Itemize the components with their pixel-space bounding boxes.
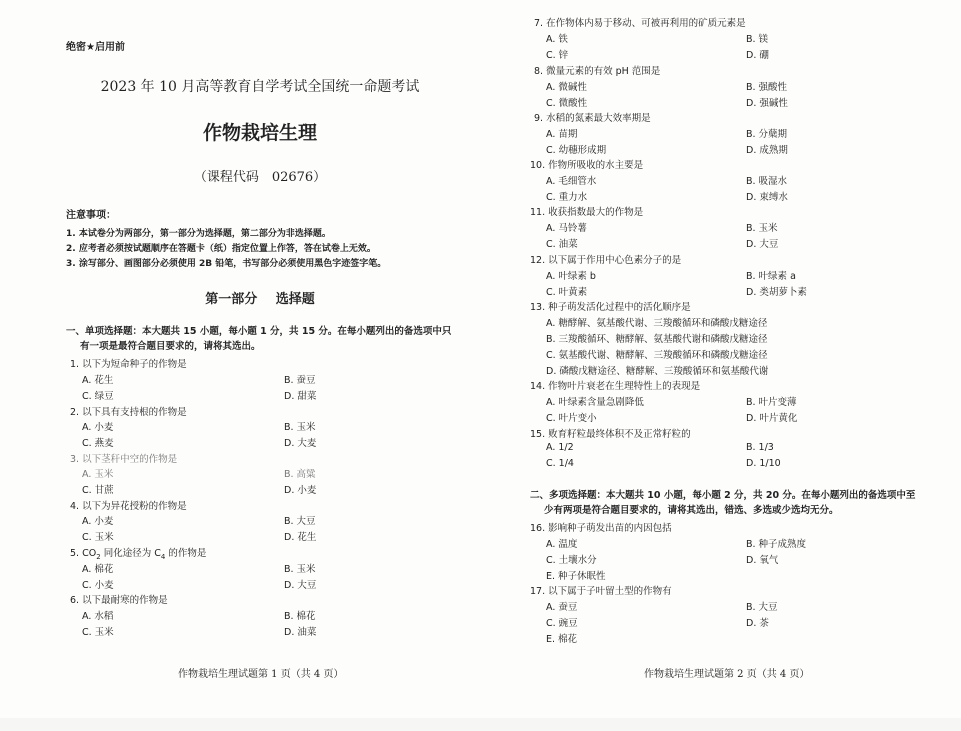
- option: D. 磷酸戊糖途径、糖酵解、三羧酸循环和氨基酸代谢: [546, 366, 769, 377]
- question-stem: 16. 影响种子萌发出苗的内因包括: [530, 523, 672, 534]
- option: D. 类胡萝卜素: [746, 287, 807, 298]
- question-stem: 6. 以下最耐寒的作物是: [70, 595, 168, 606]
- option: C. 叶黄素: [546, 287, 588, 298]
- question-stem: 12. 以下属于作用中心色素分子的是: [530, 255, 682, 266]
- option: B. 玉米: [284, 422, 316, 433]
- course-code: （课程代码 02676）: [193, 170, 327, 185]
- notice-item: 3. 涂写部分、画图部分必须使用 2B 铅笔，书写部分必须使用黑色字迹签字笔。: [66, 259, 387, 269]
- question-stem: 11. 收获指数最大的作物是: [530, 207, 644, 218]
- option: B. 玉米: [746, 223, 778, 234]
- option: D. 甜菜: [284, 391, 317, 402]
- option: C. 油菜: [546, 239, 578, 250]
- option: C. 绿豆: [82, 391, 114, 402]
- option: B. 分蘖期: [746, 129, 788, 140]
- option: D. 成熟期: [746, 145, 788, 156]
- option: E. 棉花: [546, 634, 578, 645]
- option: D. 大豆: [284, 580, 317, 591]
- option: D. 大麦: [284, 438, 317, 449]
- option: A. 棉花: [82, 564, 114, 575]
- option: C. 燕麦: [82, 438, 114, 449]
- subscript: 4: [160, 552, 166, 561]
- option: C. 玉米: [82, 627, 114, 638]
- option: A. 叶绿素 b: [546, 271, 596, 282]
- question-stem: [70, 545, 206, 561]
- option: D. 束缚水: [746, 192, 788, 203]
- option: A. 苗期: [546, 129, 578, 140]
- option: C. 锌: [546, 50, 569, 61]
- option: A. 糖酵解、氨基酸代谢、三羧酸循环和磷酸戊糖途径: [546, 318, 768, 329]
- option: A. 水稻: [82, 611, 114, 622]
- subscript: 2: [96, 552, 101, 561]
- option: C. 1/4: [546, 458, 574, 469]
- question-stem: 15. 败育籽粒最终体积不及正常籽粒的: [530, 429, 691, 440]
- option: B. 叶绿素 a: [746, 271, 796, 282]
- option: B. 棉花: [284, 611, 316, 622]
- part-title-sub: 选择题: [275, 292, 315, 307]
- question-stem: 4. 以下为异花授粉的作物是: [70, 501, 187, 512]
- secret-label: 绝密★启用前: [66, 42, 125, 53]
- option: A. 1/2: [546, 442, 574, 453]
- option: B. 镁: [746, 34, 769, 45]
- option: D. 强碱性: [746, 98, 788, 109]
- option: A. 花生: [82, 375, 114, 386]
- option: B. 三羧酸循环、糖酵解、氨基酸代谢和磷酸戊糖途径: [546, 334, 768, 345]
- option: B. 大豆: [284, 516, 316, 527]
- option: B. 1/3: [746, 442, 774, 453]
- option: B. 高粱: [284, 469, 316, 480]
- option: C. 重力水: [546, 192, 588, 203]
- page-footer: 作物栽培生理试题第 1 页（共 4 页）: [178, 669, 344, 680]
- option: A. 玉米: [82, 469, 114, 480]
- section-instruction: 有一项是最符合题目要求的，请将其选出。: [80, 341, 261, 352]
- notice-item: 1. 本试卷分为两部分，第一部分为选择题，第二部分为非选择题。: [66, 229, 331, 239]
- notice-item: 2. 应考者必须按试题顺序在答题卡（纸）指定位置上作答，答在试卷上无效。: [66, 244, 376, 254]
- section-instruction: 一、单项选择题：本大题共 15 小题，每小题 1 分，共 15 分。在每小题列出的备选项中只: [66, 326, 452, 337]
- option: D. 硼: [746, 50, 769, 61]
- option: A. 小麦: [82, 422, 114, 433]
- option: C. 甘蔗: [82, 485, 114, 496]
- option: A. 毛细管水: [546, 176, 597, 187]
- option: A. 铁: [546, 34, 568, 45]
- notice-heading: 注意事项：: [66, 210, 116, 221]
- option: A. 叶绿素含量急剧降低: [546, 397, 644, 408]
- page-2: [480, 0, 961, 718]
- question-stem: 10. 作物所吸收的水主要是: [530, 160, 644, 171]
- option: E. 种子休眠性: [546, 571, 606, 582]
- option: B. 蚕豆: [284, 375, 316, 386]
- option: D. 叶片黄化: [746, 413, 798, 424]
- option: D. 大豆: [746, 239, 779, 250]
- option: A. 温度: [546, 539, 578, 550]
- option: B. 叶片变薄: [746, 397, 797, 408]
- question-stem: 2. 以下具有支持根的作物是: [70, 407, 187, 418]
- option: D. 氧气: [746, 555, 779, 566]
- option: A. 小麦: [82, 516, 114, 527]
- option: C. 豌豆: [546, 618, 578, 629]
- option: A. 马铃薯: [546, 223, 587, 234]
- stem-text: 的作物是: [165, 548, 207, 559]
- question-stem: 8. 微量元素的有效 pH 范围是: [534, 66, 661, 77]
- option: B. 玉米: [284, 564, 316, 575]
- option: A. 蚕豆: [546, 602, 578, 613]
- option: B. 强酸性: [746, 82, 788, 93]
- option: B. 种子成熟度: [746, 539, 807, 550]
- exam-title: 2023 年 10 月高等教育自学考试全国统一命题考试: [100, 79, 420, 95]
- question-stem: 13. 种子萌发活化过程中的活化顺序是: [530, 302, 691, 313]
- question-stem: 3. 以下茎秆中空的作物是: [70, 454, 178, 465]
- option: A. 微碱性: [546, 82, 587, 93]
- option: D. 花生: [284, 532, 317, 543]
- stem-text: 5. CO: [70, 548, 97, 559]
- page-1: [0, 0, 480, 718]
- option: C. 幼穗形成期: [546, 145, 607, 156]
- option: D. 油菜: [284, 627, 317, 638]
- part-title: [60, 288, 460, 307]
- question-stem: 7. 在作物体内易于移动、可被再利用的矿质元素是: [534, 18, 746, 29]
- option: C. 玉米: [82, 532, 114, 543]
- option: C. 小麦: [82, 580, 114, 591]
- question-stem: 1. 以下为短命种子的作物是: [70, 359, 187, 370]
- question-stem: 9. 水稻的氮素最大效率期是: [534, 113, 651, 124]
- page-footer: 作物栽培生理试题第 2 页（共 4 页）: [644, 669, 810, 680]
- section-instruction: 二、多项选择题：本大题共 10 小题，每小题 2 分，共 20 分。在每小题列出的备选项中至: [530, 490, 916, 501]
- question-stem: 17. 以下属于子叶留土型的作物有: [530, 586, 672, 597]
- part-title-main: 第一部分: [205, 292, 258, 307]
- option: D. 1/10: [746, 458, 781, 469]
- subject-title: 作物栽培生理: [202, 122, 317, 144]
- question-stem: 14. 作物叶片衰老在生理特性上的表现是: [530, 381, 701, 392]
- option: C. 叶片变小: [546, 413, 597, 424]
- option: C. 微酸性: [546, 98, 588, 109]
- stem-text: 同化途径为 C: [100, 548, 161, 559]
- option: B. 吸湿水: [746, 176, 788, 187]
- option: D. 茶: [746, 618, 769, 629]
- option: C. 氨基酸代谢、糖酵解、三羧酸循环和磷酸戊糖途径: [546, 350, 768, 361]
- option: B. 大豆: [746, 602, 778, 613]
- section-instruction: 少有两项是符合题目要求的，请将其选出，错选、多选或少选均无分。: [544, 505, 839, 516]
- option: C. 土壤水分: [546, 555, 597, 566]
- option: D. 小麦: [284, 485, 317, 496]
